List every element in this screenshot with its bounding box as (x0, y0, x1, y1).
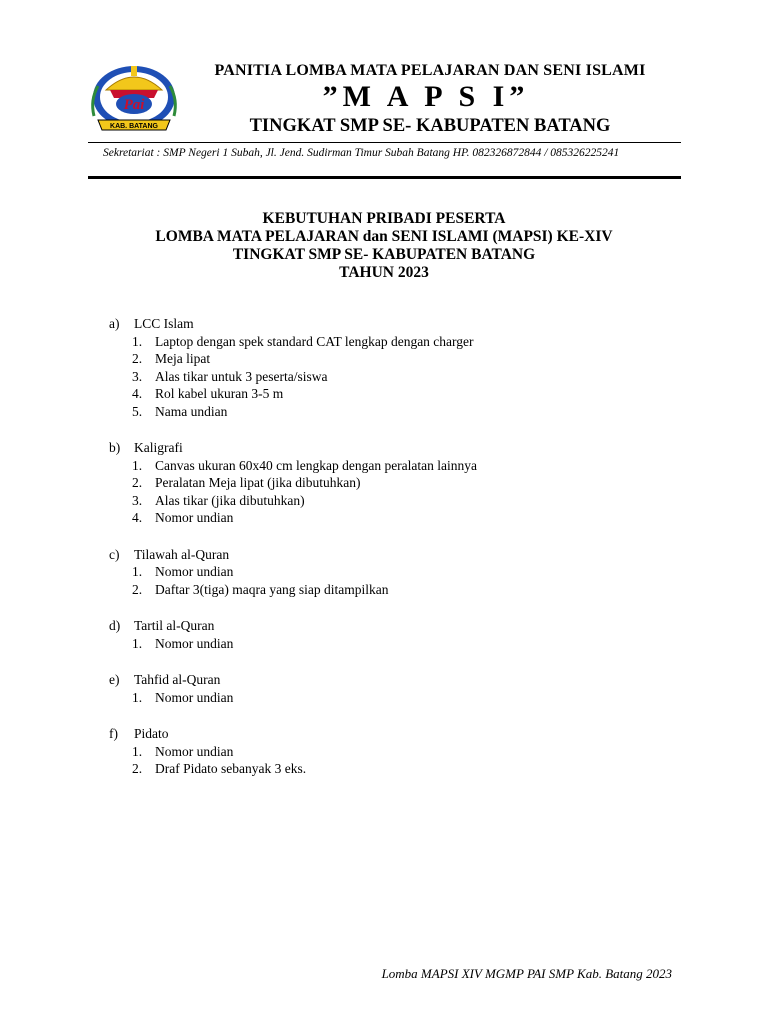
organizer-name: PANITIA LOMBA MATA PELAJARAN DAN SENI ISLAMI (214, 62, 646, 79)
secretariat-address: Sekretariat : SMP Negeri 1 Subah, Jl. Jend. Sudirman Timur Subah Batang HP. 082326872844 / 085326225241 (103, 147, 620, 159)
section-title: Tartil al-Quran (134, 618, 215, 633)
section-title: Tahfid al-Quran (134, 672, 221, 687)
section-title: LCC Islam (134, 316, 194, 331)
heading-line: KEBUTUHAN PRIBADI PESERTA (262, 210, 506, 227)
section-letter: a) (109, 316, 120, 331)
section-lcc-islam (109, 315, 477, 420)
event-level: TINGKAT SMP SE- KABUPATEN BATANG (249, 116, 611, 136)
section-tartil (109, 617, 477, 652)
logo-banner-text: KAB. BATANG (110, 123, 158, 130)
list-item: 1. Nomor undian (132, 564, 234, 579)
list-item: 2. Peralatan Meja lipat (jika dibutuhkan) (132, 475, 361, 490)
section-tahfid (109, 671, 477, 706)
document-heading (0, 210, 768, 282)
section-letter: c) (109, 546, 120, 562)
header-divider-thick (88, 176, 681, 179)
list-item: 4. Rol kabel ukuran 3-5 m (132, 386, 284, 401)
section-title: Pidato (134, 726, 169, 741)
list-item: 1. Nomor undian (132, 743, 234, 759)
logo-emblem-text: Pai (123, 97, 145, 113)
section-letter: e) (109, 672, 120, 687)
heading-line: LOMBA MATA PELAJARAN dan SENI ISLAMI (MAPSI) KE-XIV (155, 228, 613, 245)
section-title: Kaligrafi (134, 440, 183, 455)
section-letter: b) (109, 440, 121, 455)
section-kaligrafi (109, 439, 477, 527)
header-divider-thin (88, 142, 681, 143)
list-item: 3. Alas tikar untuk 3 peserta/siswa (132, 368, 328, 384)
list-item: 1. Canvas ukuran 60x40 cm lengkap dengan peralatan lainnya (132, 457, 478, 473)
section-letter: d) (109, 618, 121, 633)
list-item: 1. Nomor undian (132, 689, 234, 705)
section-title: Tilawah al-Quran (134, 546, 230, 562)
list-item: 4. Nomor undian (132, 510, 234, 525)
page-footer: Lomba MAPSI XIV MGMP PAI SMP Kab. Batang 2023 (381, 966, 672, 981)
list-item: 1. Laptop dengan spek standard CAT lengkap dengan charger (132, 333, 474, 349)
list-item: 2. Daftar 3(tiga) maqra yang siap ditampilkan (132, 581, 389, 597)
list-item: 1. Nomor undian (132, 635, 234, 651)
section-letter: f) (109, 726, 118, 741)
section-pidato (109, 725, 477, 778)
section-tilawah (109, 546, 477, 599)
mapsi-logo (88, 60, 180, 140)
list-item: 2. Draf Pidato sebanyak 3 eks. (132, 761, 307, 776)
requirements-list (109, 315, 477, 797)
event-title: ”M A P S I” (322, 80, 530, 113)
list-item: 3. Alas tikar (jika dibutuhkan) (132, 492, 305, 508)
list-item: 2. Meja lipat (132, 351, 211, 366)
list-item: 5. Nama undian (132, 403, 228, 419)
heading-line: TINGKAT SMP SE- KABUPATEN BATANG (232, 246, 536, 263)
heading-line: TAHUN 2023 (339, 264, 429, 281)
